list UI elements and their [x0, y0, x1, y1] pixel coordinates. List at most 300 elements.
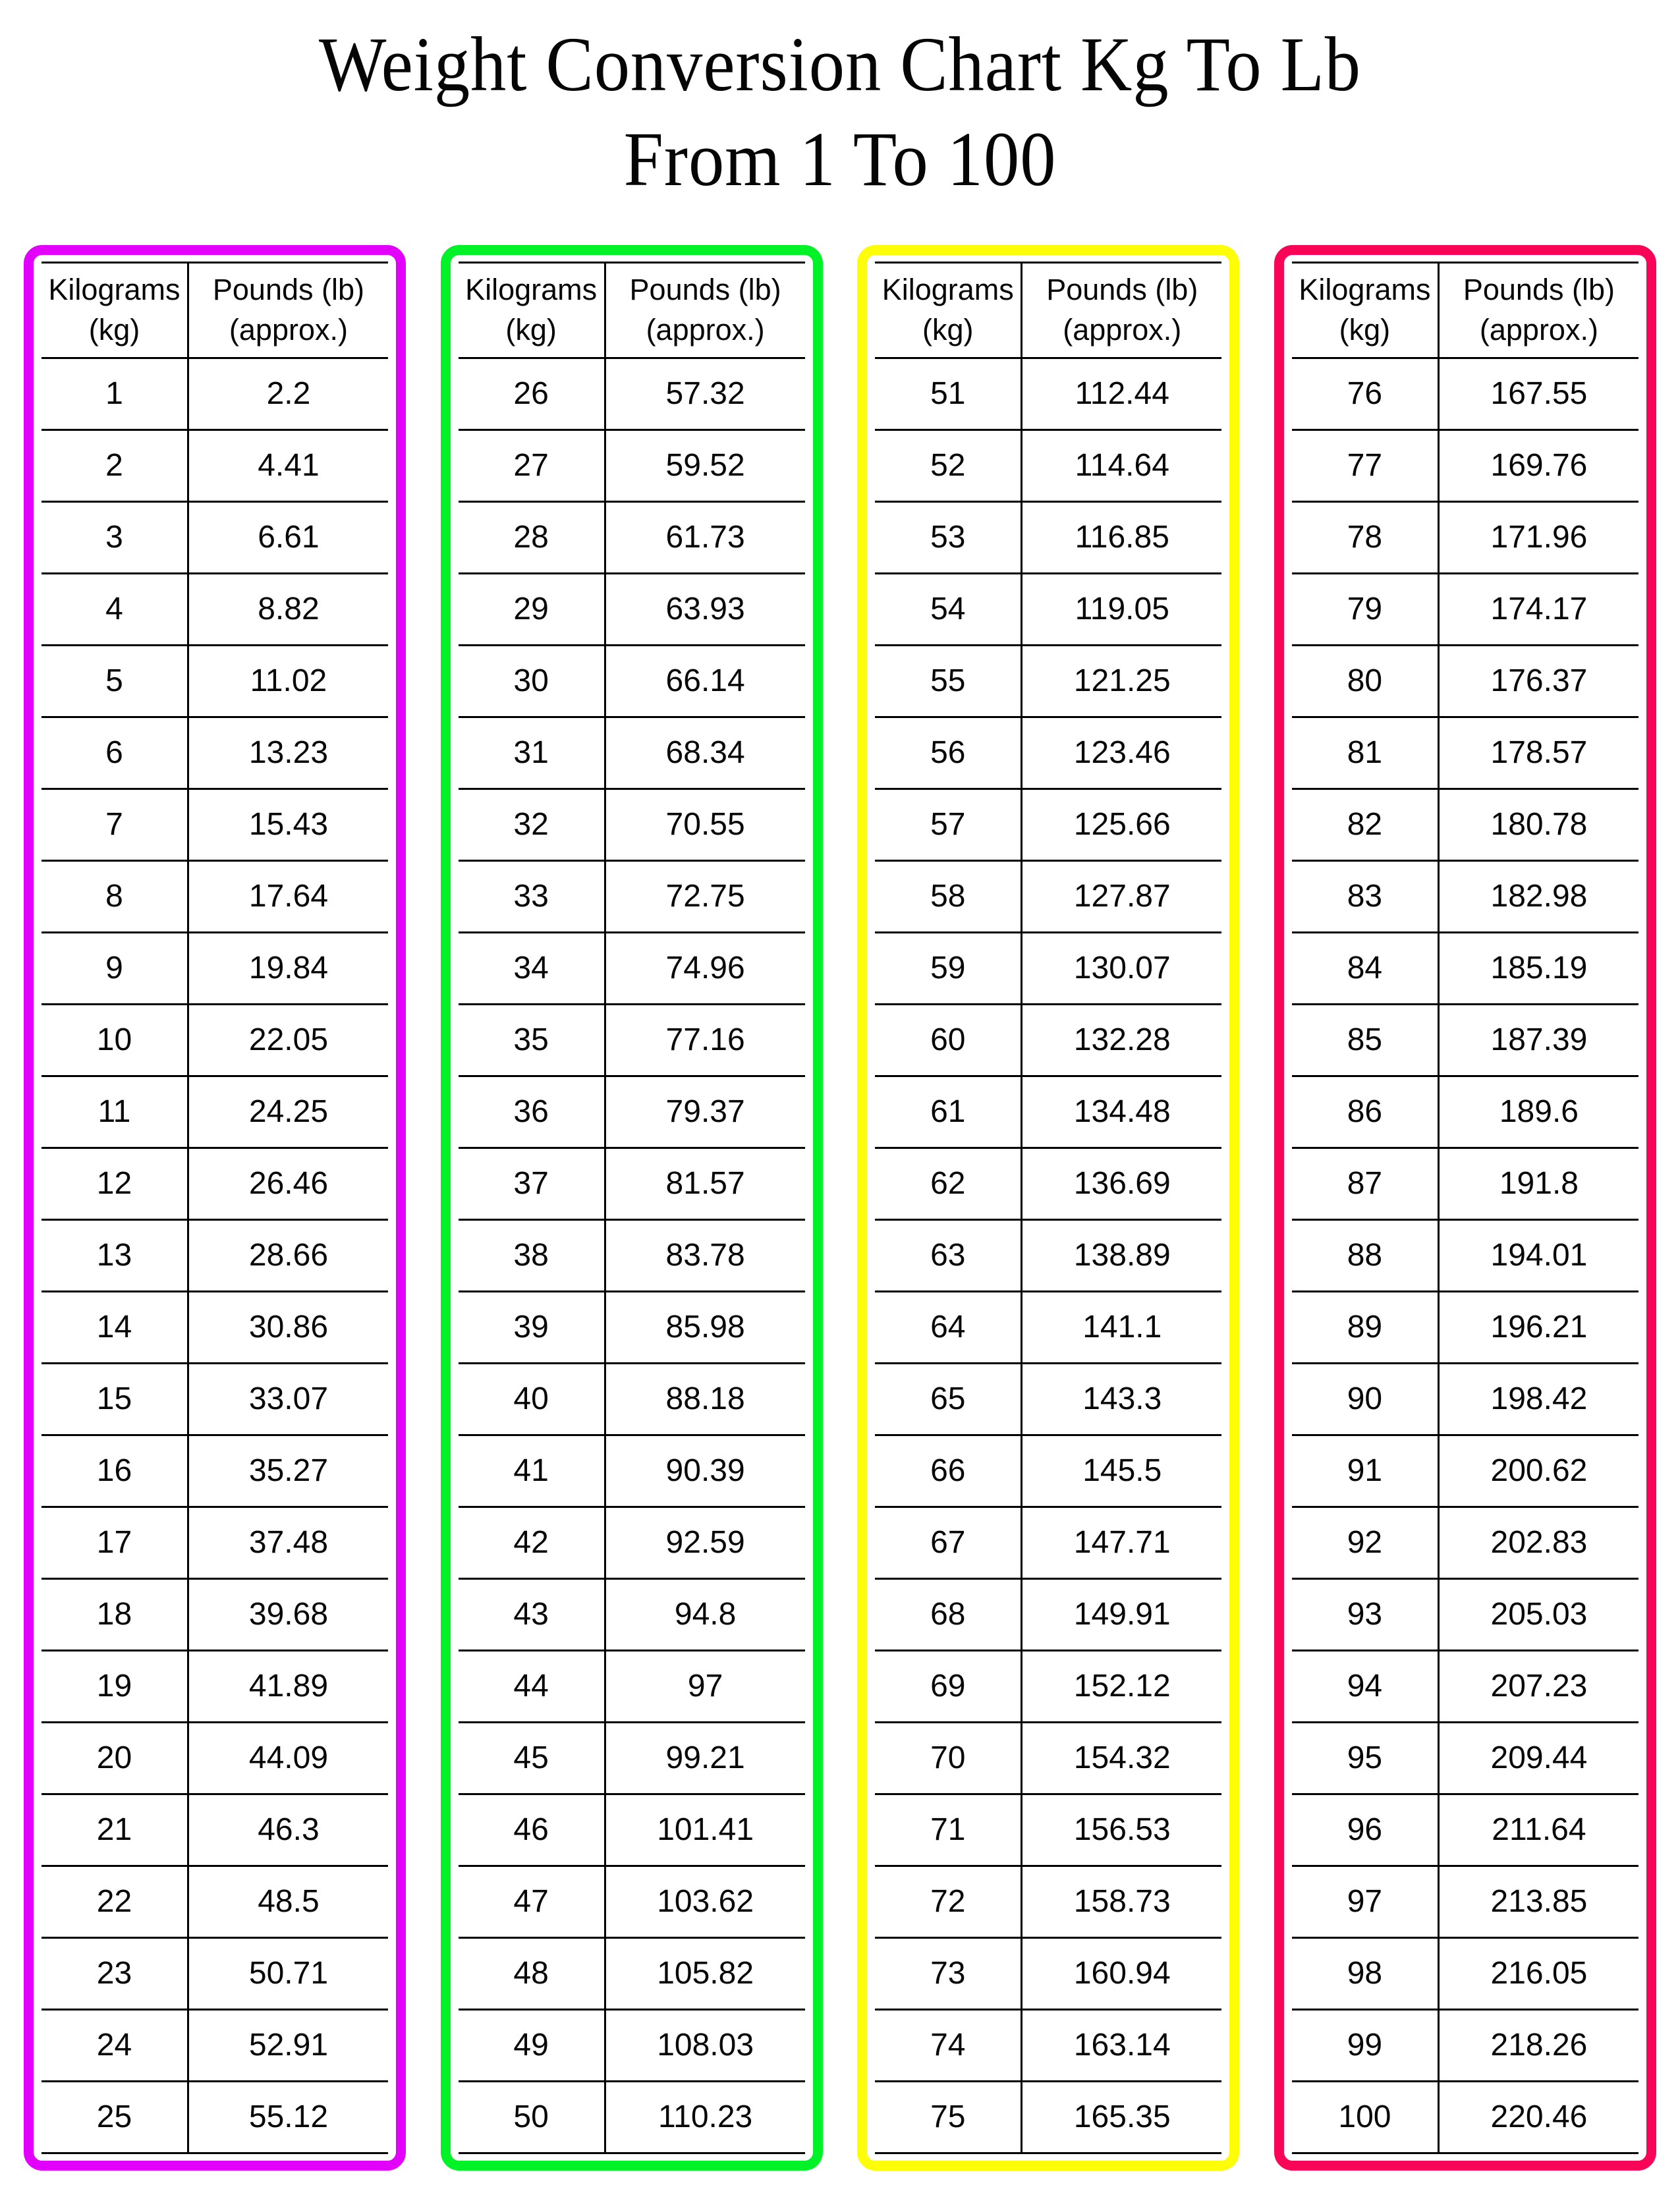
lb-cell: 196.21 — [1438, 1291, 1638, 1363]
conversion-table-1-25 — [42, 262, 388, 2154]
lb-cell: 4.41 — [188, 430, 388, 501]
lb-cell: 79.37 — [605, 1076, 805, 1148]
table-row — [1292, 501, 1638, 573]
kilograms-column-header — [459, 262, 605, 358]
kg-cell: 91 — [1292, 1435, 1438, 1507]
pounds-column-header — [1438, 262, 1638, 358]
lb-cell: 160.94 — [1022, 1937, 1222, 2009]
pounds-column-header — [1022, 262, 1222, 358]
kg-cell: 14 — [42, 1291, 188, 1363]
kg-cell: 54 — [875, 573, 1021, 645]
kg-cell: 52 — [875, 430, 1021, 501]
table-row — [875, 932, 1221, 1004]
lb-cell: 19.84 — [188, 932, 388, 1004]
lb-cell: 30.86 — [188, 1291, 388, 1363]
lb-cell: 143.3 — [1022, 1363, 1222, 1435]
kg-cell: 42 — [459, 1507, 605, 1578]
kg-cell: 61 — [875, 1076, 1021, 1148]
lb-cell: 22.05 — [188, 1004, 388, 1076]
kg-cell: 15 — [42, 1363, 188, 1435]
kg-cell: 88 — [1292, 1219, 1438, 1291]
lb-cell: 141.1 — [1022, 1291, 1222, 1363]
kg-cell: 58 — [875, 860, 1021, 932]
lb-cell: 218.26 — [1438, 2009, 1638, 2081]
lb-cell: 185.19 — [1438, 932, 1638, 1004]
lb-cell: 41.89 — [188, 1650, 388, 1722]
kg-cell: 92 — [1292, 1507, 1438, 1578]
kg-cell: 10 — [42, 1004, 188, 1076]
table-row — [875, 717, 1221, 789]
kg-cell: 16 — [42, 1435, 188, 1507]
table-row — [42, 1076, 388, 1148]
kg-cell: 83 — [1292, 860, 1438, 932]
lb-cell: 63.93 — [605, 573, 805, 645]
tables-row — [0, 245, 1680, 2171]
lb-cell: 46.3 — [188, 1794, 388, 1866]
kg-cell: 8 — [42, 860, 188, 932]
lb-cell: 134.48 — [1022, 1076, 1222, 1148]
table-row — [42, 2009, 388, 2081]
lb-cell: 156.53 — [1022, 1794, 1222, 1866]
table-row — [459, 573, 805, 645]
table-row — [1292, 789, 1638, 860]
kg-cell: 97 — [1292, 1866, 1438, 1937]
header-row — [875, 262, 1221, 358]
table-row — [42, 1004, 388, 1076]
kg-cell: 79 — [1292, 573, 1438, 645]
kg-cell: 63 — [875, 1219, 1021, 1291]
lb-cell: 77.16 — [605, 1004, 805, 1076]
lb-cell: 125.66 — [1022, 789, 1222, 860]
lb-cell: 33.07 — [188, 1363, 388, 1435]
lb-cell: 8.82 — [188, 573, 388, 645]
kg-cell: 37 — [459, 1148, 605, 1219]
kg-cell: 72 — [875, 1866, 1021, 1937]
kg-cell: 64 — [875, 1291, 1021, 1363]
table-row — [42, 2081, 388, 2153]
kg-cell: 46 — [459, 1794, 605, 1866]
approx-label: (approx.) — [646, 312, 765, 347]
lb-cell: 68.34 — [605, 717, 805, 789]
lb-cell: 152.12 — [1022, 1650, 1222, 1722]
kg-cell: 56 — [875, 717, 1021, 789]
kg-cell: 57 — [875, 789, 1021, 860]
kg-cell: 81 — [1292, 717, 1438, 789]
pounds-label: Pounds (lb) — [212, 273, 365, 307]
lb-cell: 171.96 — [1438, 501, 1638, 573]
kg-cell: 24 — [42, 2009, 188, 2081]
pounds-column-header — [188, 262, 388, 358]
table-row — [42, 1794, 388, 1866]
lb-cell: 211.64 — [1438, 1794, 1638, 1866]
lb-cell: 194.01 — [1438, 1219, 1638, 1291]
kg-cell: 45 — [459, 1722, 605, 1794]
kilograms-label: Kilograms — [882, 273, 1014, 307]
kg-cell: 7 — [42, 789, 188, 860]
table-row — [42, 573, 388, 645]
table-row — [459, 1004, 805, 1076]
pounds-label: Pounds (lb) — [1463, 273, 1615, 307]
table-row — [42, 1866, 388, 1937]
kg-cell: 59 — [875, 932, 1021, 1004]
kg-cell: 98 — [1292, 1937, 1438, 2009]
table-row — [1292, 1866, 1638, 1937]
table-row — [1292, 1076, 1638, 1148]
table-row — [1292, 1794, 1638, 1866]
table-row — [42, 1148, 388, 1219]
kg-cell: 2 — [42, 430, 188, 501]
kg-cell: 40 — [459, 1363, 605, 1435]
kg-cell: 53 — [875, 501, 1021, 573]
table-row — [42, 501, 388, 573]
lb-cell: 132.28 — [1022, 1004, 1222, 1076]
lb-cell: 207.23 — [1438, 1650, 1638, 1722]
lb-cell: 119.05 — [1022, 573, 1222, 645]
table-row — [875, 1291, 1221, 1363]
lb-cell: 116.85 — [1022, 501, 1222, 573]
kg-unit-label: (kg) — [505, 312, 557, 347]
table-row — [459, 1148, 805, 1219]
lb-cell: 48.5 — [188, 1866, 388, 1937]
table-row — [875, 1507, 1221, 1578]
table-row — [459, 1650, 805, 1722]
lb-cell: 55.12 — [188, 2081, 388, 2153]
table-row — [459, 932, 805, 1004]
table-row — [1292, 1722, 1638, 1794]
table-row — [1292, 1435, 1638, 1507]
table-row — [459, 358, 805, 430]
lb-cell: 15.43 — [188, 789, 388, 860]
lb-cell: 121.25 — [1022, 645, 1222, 717]
kg-cell: 19 — [42, 1650, 188, 1722]
lb-cell: 103.62 — [605, 1866, 805, 1937]
lb-cell: 39.68 — [188, 1578, 388, 1650]
table-row — [459, 2081, 805, 2153]
lb-cell: 2.2 — [188, 358, 388, 430]
table-row — [875, 1650, 1221, 1722]
table-row — [875, 1722, 1221, 1794]
kg-cell: 26 — [459, 358, 605, 430]
lb-cell: 97 — [605, 1650, 805, 1722]
kg-cell: 93 — [1292, 1578, 1438, 1650]
lb-cell: 165.35 — [1022, 2081, 1222, 2153]
table-row — [42, 932, 388, 1004]
table-row — [459, 1219, 805, 1291]
table-row — [459, 1363, 805, 1435]
lb-cell: 6.61 — [188, 501, 388, 573]
kg-cell: 31 — [459, 717, 605, 789]
kg-cell: 9 — [42, 932, 188, 1004]
table-row — [875, 1794, 1221, 1866]
kg-cell: 90 — [1292, 1363, 1438, 1435]
kilograms-label: Kilograms — [465, 273, 598, 307]
lb-cell: 198.42 — [1438, 1363, 1638, 1435]
page-title-line2: From 1 To 100 — [623, 115, 1057, 202]
lb-cell: 90.39 — [605, 1435, 805, 1507]
table-row — [459, 789, 805, 860]
approx-label: (approx.) — [229, 312, 348, 347]
lb-cell: 28.66 — [188, 1219, 388, 1291]
table-row — [875, 789, 1221, 860]
kg-cell: 62 — [875, 1148, 1021, 1219]
lb-cell: 123.46 — [1022, 717, 1222, 789]
lb-cell: 138.89 — [1022, 1219, 1222, 1291]
table-row — [875, 1578, 1221, 1650]
kg-cell: 5 — [42, 645, 188, 717]
table-row — [1292, 1578, 1638, 1650]
lb-cell: 37.48 — [188, 1507, 388, 1578]
table-row — [875, 645, 1221, 717]
table-row — [1292, 1219, 1638, 1291]
lb-cell: 52.91 — [188, 2009, 388, 2081]
kilograms-label: Kilograms — [1299, 273, 1431, 307]
kg-cell: 77 — [1292, 430, 1438, 501]
table-row — [42, 1219, 388, 1291]
kg-cell: 68 — [875, 1578, 1021, 1650]
table-row — [875, 1866, 1221, 1937]
kg-cell: 69 — [875, 1650, 1021, 1722]
kg-cell: 67 — [875, 1507, 1021, 1578]
lb-cell: 200.62 — [1438, 1435, 1638, 1507]
kg-cell: 74 — [875, 2009, 1021, 2081]
table-row — [459, 1722, 805, 1794]
lb-cell: 61.73 — [605, 501, 805, 573]
table-row — [1292, 932, 1638, 1004]
kg-cell: 85 — [1292, 1004, 1438, 1076]
kg-cell: 51 — [875, 358, 1021, 430]
lb-cell: 136.69 — [1022, 1148, 1222, 1219]
kg-cell: 39 — [459, 1291, 605, 1363]
kg-cell: 84 — [1292, 932, 1438, 1004]
table-row — [459, 1435, 805, 1507]
kg-cell: 82 — [1292, 789, 1438, 860]
table-row — [42, 1435, 388, 1507]
lb-cell: 26.46 — [188, 1148, 388, 1219]
table-row — [459, 717, 805, 789]
lb-cell: 127.87 — [1022, 860, 1222, 932]
conversion-table-card-1-25 — [24, 245, 406, 2171]
kg-cell: 50 — [459, 2081, 605, 2153]
kg-cell: 32 — [459, 789, 605, 860]
lb-cell: 213.85 — [1438, 1866, 1638, 1937]
kg-cell: 41 — [459, 1435, 605, 1507]
table-row — [459, 1507, 805, 1578]
pounds-label: Pounds (lb) — [629, 273, 781, 307]
table-row — [459, 2009, 805, 2081]
table-row — [1292, 1507, 1638, 1578]
kg-cell: 25 — [42, 2081, 188, 2153]
kg-cell: 86 — [1292, 1076, 1438, 1148]
lb-cell: 108.03 — [605, 2009, 805, 2081]
kg-cell: 13 — [42, 1219, 188, 1291]
approx-label: (approx.) — [1063, 312, 1182, 347]
lb-cell: 105.82 — [605, 1937, 805, 2009]
table-row — [1292, 2009, 1638, 2081]
header-row — [42, 262, 388, 358]
table-row — [42, 1722, 388, 1794]
table-row — [459, 645, 805, 717]
table-row — [875, 1363, 1221, 1435]
kg-cell: 33 — [459, 860, 605, 932]
lb-cell: 94.8 — [605, 1578, 805, 1650]
lb-cell: 72.75 — [605, 860, 805, 932]
table-row — [1292, 645, 1638, 717]
table-row — [42, 1937, 388, 2009]
conversion-table-26-50 — [459, 262, 805, 2154]
lb-cell: 112.44 — [1022, 358, 1222, 430]
lb-cell: 158.73 — [1022, 1866, 1222, 1937]
kg-cell: 17 — [42, 1507, 188, 1578]
lb-cell: 145.5 — [1022, 1435, 1222, 1507]
kg-cell: 43 — [459, 1578, 605, 1650]
lb-cell: 130.07 — [1022, 932, 1222, 1004]
lb-cell: 92.59 — [605, 1507, 805, 1578]
kg-cell: 60 — [875, 1004, 1021, 1076]
kg-unit-label: (kg) — [922, 312, 974, 347]
lb-cell: 216.05 — [1438, 1937, 1638, 2009]
kg-cell: 71 — [875, 1794, 1021, 1866]
table-row — [1292, 573, 1638, 645]
kg-cell: 11 — [42, 1076, 188, 1148]
kg-cell: 96 — [1292, 1794, 1438, 1866]
table-row — [42, 1650, 388, 1722]
table-row — [1292, 717, 1638, 789]
table-row — [42, 358, 388, 430]
kg-cell: 6 — [42, 717, 188, 789]
lb-cell: 70.55 — [605, 789, 805, 860]
kg-cell: 1 — [42, 358, 188, 430]
conversion-table-card-76-100 — [1274, 245, 1656, 2171]
page-title — [67, 17, 1613, 207]
kg-cell: 18 — [42, 1578, 188, 1650]
approx-label: (approx.) — [1479, 312, 1598, 347]
kg-cell: 48 — [459, 1937, 605, 2009]
kg-cell: 55 — [875, 645, 1021, 717]
kg-cell: 27 — [459, 430, 605, 501]
kg-cell: 100 — [1292, 2081, 1438, 2153]
kg-cell: 76 — [1292, 358, 1438, 430]
lb-cell: 99.21 — [605, 1722, 805, 1794]
lb-cell: 110.23 — [605, 2081, 805, 2153]
kg-cell: 94 — [1292, 1650, 1438, 1722]
kg-cell: 28 — [459, 501, 605, 573]
lb-cell: 85.98 — [605, 1291, 805, 1363]
kg-cell: 35 — [459, 1004, 605, 1076]
table-row — [875, 2081, 1221, 2153]
lb-cell: 169.76 — [1438, 430, 1638, 501]
lb-cell: 74.96 — [605, 932, 805, 1004]
table-row — [459, 430, 805, 501]
lb-cell: 182.98 — [1438, 860, 1638, 932]
lb-cell: 149.91 — [1022, 1578, 1222, 1650]
conversion-table-76-100 — [1292, 262, 1638, 2154]
table-row — [1292, 1650, 1638, 1722]
kg-cell: 20 — [42, 1722, 188, 1794]
table-row — [42, 717, 388, 789]
kilograms-label: Kilograms — [48, 273, 181, 307]
table-row — [42, 1363, 388, 1435]
lb-cell: 13.23 — [188, 717, 388, 789]
kg-cell: 4 — [42, 573, 188, 645]
conversion-table-card-26-50 — [441, 245, 823, 2171]
kg-cell: 89 — [1292, 1291, 1438, 1363]
kg-cell: 47 — [459, 1866, 605, 1937]
lb-cell: 66.14 — [605, 645, 805, 717]
table-row — [459, 1937, 805, 2009]
kilograms-column-header — [1292, 262, 1438, 358]
kg-cell: 73 — [875, 1937, 1021, 2009]
lb-cell: 59.52 — [605, 430, 805, 501]
header-row — [1292, 262, 1638, 358]
lb-cell: 17.64 — [188, 860, 388, 932]
table-row — [875, 1004, 1221, 1076]
kg-cell: 70 — [875, 1722, 1021, 1794]
table-row — [42, 1507, 388, 1578]
pounds-column-header — [605, 262, 805, 358]
kilograms-column-header — [875, 262, 1021, 358]
lb-cell: 83.78 — [605, 1219, 805, 1291]
table-row — [1292, 1148, 1638, 1219]
table-row — [1292, 1291, 1638, 1363]
table-row — [1292, 1363, 1638, 1435]
table-row — [459, 1578, 805, 1650]
table-row — [875, 2009, 1221, 2081]
table-row — [875, 1435, 1221, 1507]
table-row — [459, 1076, 805, 1148]
table-row — [1292, 860, 1638, 932]
kilograms-column-header — [42, 262, 188, 358]
kg-cell: 29 — [459, 573, 605, 645]
page-title-line1: Weight Conversion Chart Kg To Lb — [318, 21, 1362, 107]
lb-cell: 191.8 — [1438, 1148, 1638, 1219]
lb-cell: 163.14 — [1022, 2009, 1222, 2081]
kg-cell: 30 — [459, 645, 605, 717]
kg-cell: 22 — [42, 1866, 188, 1937]
kg-cell: 38 — [459, 1219, 605, 1291]
table-row — [875, 860, 1221, 932]
table-row — [459, 1866, 805, 1937]
lb-cell: 154.32 — [1022, 1722, 1222, 1794]
table-row — [875, 430, 1221, 501]
kg-cell: 65 — [875, 1363, 1021, 1435]
header-row — [459, 262, 805, 358]
lb-cell: 174.17 — [1438, 573, 1638, 645]
lb-cell: 189.6 — [1438, 1076, 1638, 1148]
kg-cell: 99 — [1292, 2009, 1438, 2081]
lb-cell: 101.41 — [605, 1794, 805, 1866]
kg-cell: 49 — [459, 2009, 605, 2081]
lb-cell: 44.09 — [188, 1722, 388, 1794]
table-row — [875, 1076, 1221, 1148]
table-row — [42, 1578, 388, 1650]
kg-cell: 36 — [459, 1076, 605, 1148]
lb-cell: 180.78 — [1438, 789, 1638, 860]
lb-cell: 24.25 — [188, 1076, 388, 1148]
lb-cell: 81.57 — [605, 1148, 805, 1219]
lb-cell: 202.83 — [1438, 1507, 1638, 1578]
lb-cell: 147.71 — [1022, 1507, 1222, 1578]
table-row — [42, 1291, 388, 1363]
lb-cell: 88.18 — [605, 1363, 805, 1435]
lb-cell: 220.46 — [1438, 2081, 1638, 2153]
conversion-table-card-51-75 — [857, 245, 1239, 2171]
lb-cell: 205.03 — [1438, 1578, 1638, 1650]
kg-cell: 95 — [1292, 1722, 1438, 1794]
lb-cell: 35.27 — [188, 1435, 388, 1507]
table-row — [875, 1937, 1221, 2009]
table-row — [1292, 430, 1638, 501]
lb-cell: 176.37 — [1438, 645, 1638, 717]
